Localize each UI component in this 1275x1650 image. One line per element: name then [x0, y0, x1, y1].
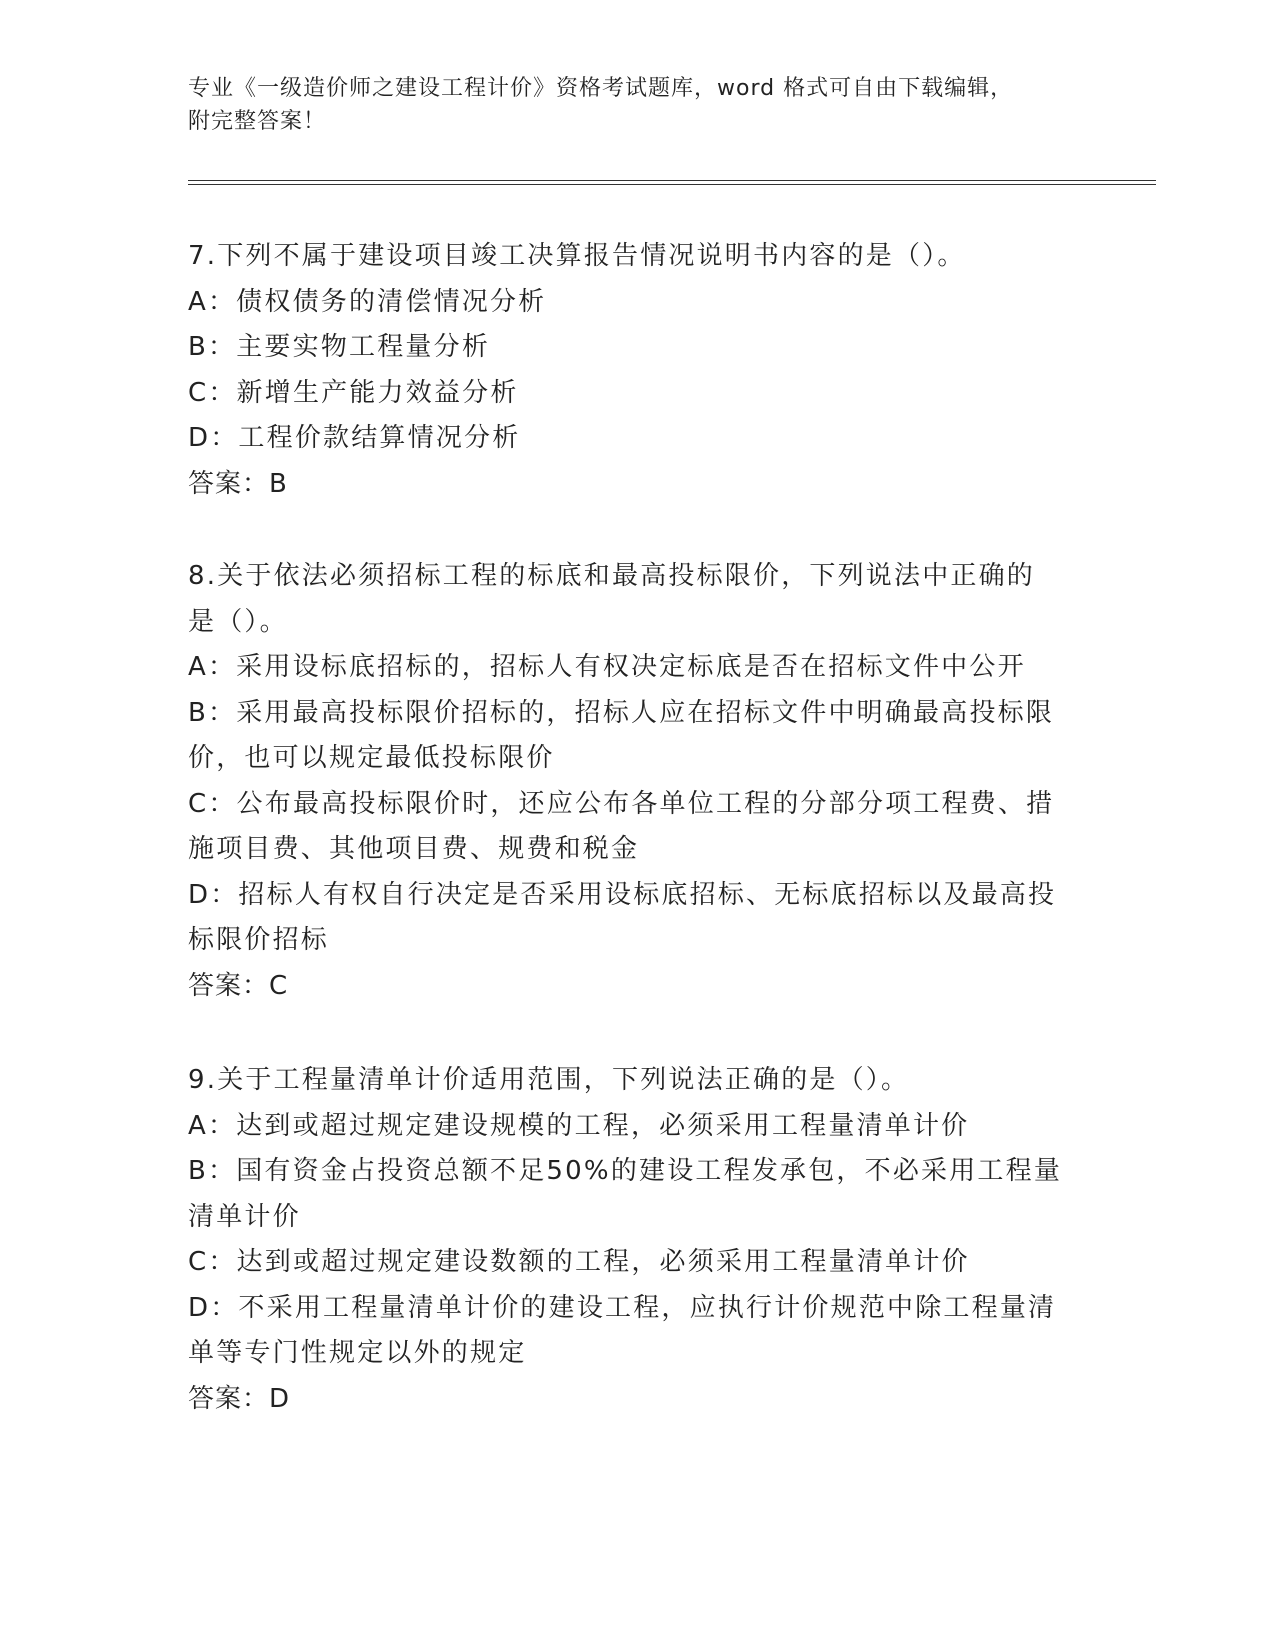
option-a: A：债权债务的清偿情况分析	[188, 286, 547, 317]
option-c: C：达到或超过规定建设数额的工程，必须采用工程量清单计价	[188, 1247, 970, 1277]
header-line-2: 附完整答案！	[188, 109, 327, 134]
option-d: D：工程价款结算情况分析	[188, 423, 521, 453]
question-7	[188, 234, 1088, 507]
header-divider-bottom	[188, 184, 1156, 185]
option-d-continued: 单等专门性规定以外的规定	[188, 1338, 527, 1368]
question-8	[188, 554, 1088, 1009]
answer: 答案：D	[188, 1383, 291, 1414]
option-c: C：公布最高投标限价时，还应公布各单位工程的分部分项工程费、措	[188, 788, 1055, 819]
option-b: B：主要实物工程量分析	[188, 332, 491, 362]
option-c: C：新增生产能力效益分析	[188, 377, 519, 408]
question-stem: 8.关于依法必须招标工程的标底和最高投标限价，下列说法中正确的	[188, 561, 1036, 591]
option-b: B：采用最高投标限价招标的，招标人应在招标文件中明确最高投标限	[188, 697, 1055, 728]
question-stem: 7.下列不属于建设项目竣工决算报告情况说明书内容的是（）。	[188, 241, 966, 271]
question-9	[188, 1058, 1088, 1422]
answer: 答案：C	[188, 970, 289, 1001]
option-b-continued: 价，也可以规定最低投标限价	[188, 743, 555, 773]
option-a: A：达到或超过规定建设规模的工程，必须采用工程量清单计价	[188, 1110, 970, 1141]
answer: 答案：B	[188, 468, 288, 499]
option-d: D：不采用工程量清单计价的建设工程，应执行计价规范中除工程量清	[188, 1292, 1057, 1323]
option-d: D：招标人有权自行决定是否采用设标底招标、无标底招标以及最高投	[188, 879, 1057, 910]
header-divider-top	[188, 180, 1156, 181]
document-header	[188, 72, 1068, 138]
question-stem-continued: 是（）。	[188, 606, 288, 637]
option-b-continued: 清单计价	[188, 1201, 301, 1232]
option-c-continued: 施项目费、其他项目费、规费和税金	[188, 834, 640, 864]
option-b: B：国有资金占投资总额不足50%的建设工程发承包，不必采用工程量	[188, 1156, 1063, 1186]
question-stem: 9.关于工程量清单计价适用范围，下列说法正确的是（）。	[188, 1065, 910, 1095]
option-d-continued: 标限价招标	[188, 925, 330, 955]
header-line-1: 专业《一级造价师之建设工程计价》资格考试题库，word 格式可自由下载编辑，	[188, 76, 1014, 101]
option-a: A：采用设标底招标的，招标人有权决定标底是否在招标文件中公开	[188, 652, 1026, 682]
